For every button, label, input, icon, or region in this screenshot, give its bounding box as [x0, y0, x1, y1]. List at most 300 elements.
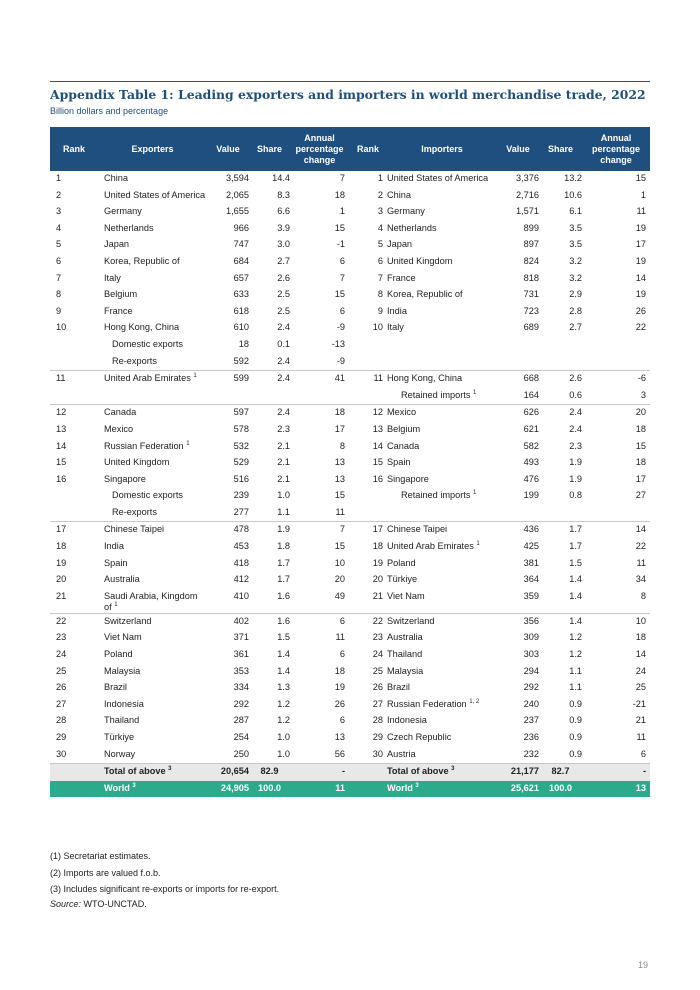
import-rank [349, 630, 387, 647]
export-change [290, 371, 349, 388]
import-change [582, 747, 650, 764]
import-share-text: 6.1 [569, 206, 582, 217]
export-change-text: -9 [336, 355, 345, 366]
import-share [539, 522, 582, 539]
importer-name-text: India [387, 305, 407, 316]
importer-name [387, 697, 497, 714]
export-change [290, 664, 349, 681]
total-row-import-change-text: - [642, 766, 646, 777]
export-rank [50, 171, 98, 188]
import-share [539, 505, 582, 522]
import-value-text: 240 [523, 698, 539, 709]
exporter-name-text: Mexico [104, 423, 134, 434]
world-row-import-share [539, 781, 582, 798]
export-value [207, 556, 249, 573]
total-row-export-value-text: 20,654 [220, 766, 249, 777]
exporter-name [98, 254, 207, 271]
importer-name-text: United Arab Emirates [387, 541, 474, 552]
table-row [50, 522, 650, 539]
header-share: Share [249, 127, 290, 171]
total-row-import-change [582, 764, 650, 781]
table-row [50, 697, 650, 714]
import-value-text: 899 [523, 222, 539, 233]
export-value [207, 647, 249, 664]
import-share [539, 422, 582, 439]
world-row-import-share-text: 100.0 [549, 782, 572, 793]
import-rank-text: 7 [377, 272, 383, 283]
importer-name-text: Netherlands [387, 222, 437, 233]
export-value [207, 713, 249, 730]
header-change: Annual percentage change [582, 127, 650, 171]
import-share-text: 3.2 [569, 255, 582, 266]
importer-name [387, 271, 497, 288]
import-value [497, 713, 539, 730]
import-value [497, 304, 539, 321]
export-rank [50, 613, 98, 630]
export-value [207, 354, 249, 371]
import-share-text: 1.2 [569, 632, 582, 643]
footnote: (2) Imports are valued f.o.b. [50, 867, 161, 878]
importer-name [387, 371, 497, 388]
export-change [290, 271, 349, 288]
import-value [497, 472, 539, 489]
export-rank-text: 30 [56, 748, 67, 759]
import-rank [349, 664, 387, 681]
export-value [207, 221, 249, 238]
export-rank [50, 505, 98, 522]
export-value [207, 405, 249, 422]
importer-name [387, 171, 497, 188]
export-rank [50, 747, 98, 764]
importer-name-text: Malaysia [387, 665, 424, 676]
export-change-text: 56 [334, 748, 345, 759]
export-rank-text: 6 [56, 255, 62, 266]
export-value [207, 439, 249, 456]
importer-name-text: Japan [387, 239, 413, 250]
import-value-text: 232 [523, 748, 539, 759]
import-value-text: 723 [523, 305, 539, 316]
export-rank [50, 221, 98, 238]
export-rank [50, 405, 98, 422]
exporter-name-text: Domestic exports [112, 338, 183, 349]
export-rank-text: 12 [56, 407, 67, 418]
total-row-export-change [290, 764, 349, 781]
table-row [50, 488, 650, 505]
export-rank [50, 354, 98, 371]
table-row [50, 472, 650, 489]
import-value [497, 522, 539, 539]
table-row [50, 439, 650, 456]
export-value-text: 287 [233, 715, 249, 726]
import-change [582, 647, 650, 664]
export-share-text: 14.4 [272, 173, 290, 183]
export-share-text: 2.1 [277, 440, 290, 451]
export-share-text: 1.4 [277, 649, 290, 660]
import-value [497, 556, 539, 573]
import-change-text: 14 [635, 524, 646, 535]
export-value-text: 599 [233, 373, 249, 384]
importer-name-text: Switzerland [387, 615, 435, 626]
footnote-marker: 1, 2 [469, 698, 480, 705]
export-value [207, 254, 249, 271]
import-change-text: 8 [640, 590, 646, 601]
import-share-text: 10.6 [564, 189, 582, 200]
import-share [539, 556, 582, 573]
export-rank [50, 664, 98, 681]
export-rank [50, 472, 98, 489]
import-change [582, 697, 650, 714]
importer-name-text: United States of America [387, 173, 489, 183]
import-value-text: 364 [523, 574, 539, 585]
exporter-name-text: United Arab Emirates [104, 373, 191, 384]
import-value [497, 371, 539, 388]
export-change-text: 18 [334, 189, 345, 200]
export-share-text: 1.4 [277, 665, 290, 676]
table-row [50, 171, 650, 188]
export-rank [50, 730, 98, 747]
export-share-text: 1.8 [277, 541, 290, 552]
importer-name-text: Spain [387, 457, 411, 468]
import-rank [349, 439, 387, 456]
export-share-text: 2.4 [277, 322, 290, 333]
export-value [207, 539, 249, 556]
exporter-name [98, 388, 207, 405]
import-share-text: 2.4 [569, 407, 582, 418]
importer-name-text: Singapore [387, 473, 429, 484]
export-change-text: 10 [334, 557, 345, 568]
importer-name [387, 422, 497, 439]
exporter-name-text: Chinese Taipei [104, 524, 165, 535]
import-rank [349, 730, 387, 747]
export-share-text: 1.1 [277, 506, 290, 517]
import-share [539, 472, 582, 489]
table-row [50, 539, 650, 556]
export-value-text: 597 [233, 407, 249, 418]
import-rank [349, 472, 387, 489]
import-share-text: 2.7 [569, 322, 582, 333]
importer-name [387, 320, 497, 337]
importer-name-text: Poland [387, 557, 416, 568]
import-share [539, 730, 582, 747]
exporter-name-text: Italy [104, 272, 121, 283]
exporter-name-text: Indonesia [104, 698, 144, 709]
export-share [249, 589, 290, 614]
import-change-text: 3 [640, 389, 646, 400]
exporter-name-text: United Kingdom [104, 457, 170, 468]
import-rank [349, 271, 387, 288]
import-share-text: 1.4 [569, 574, 582, 585]
import-value-text: 292 [523, 682, 539, 693]
import-rank [349, 221, 387, 238]
import-value [497, 287, 539, 304]
export-change [290, 522, 349, 539]
export-rank [50, 697, 98, 714]
import-rank [349, 388, 387, 405]
footnote-marker: 3 [132, 782, 136, 789]
import-share-text: 1.7 [569, 541, 582, 552]
export-share [249, 354, 290, 371]
table-row [50, 405, 650, 422]
import-rank-text: 14 [372, 440, 383, 451]
import-share [539, 589, 582, 614]
export-share [249, 237, 290, 254]
import-rank-text: 22 [372, 615, 383, 626]
export-change [290, 455, 349, 472]
import-value [497, 271, 539, 288]
import-share-text: 0.9 [569, 732, 582, 742]
export-rank [50, 572, 98, 589]
import-change [582, 221, 650, 238]
export-value [207, 455, 249, 472]
import-change [582, 589, 650, 614]
table-row [50, 422, 650, 439]
import-value [497, 613, 539, 630]
table-row [50, 613, 650, 630]
total-row-export-share [249, 764, 290, 781]
import-value [497, 455, 539, 472]
export-change-text: 6 [339, 649, 345, 660]
export-change [290, 337, 349, 354]
importer-name [387, 572, 497, 589]
export-share-text: 3.9 [277, 222, 290, 233]
export-share-text: 2.4 [277, 355, 290, 366]
export-change-text: 49 [334, 590, 345, 601]
import-value-text: 309 [523, 632, 539, 643]
import-change [582, 730, 650, 747]
export-value-text: 292 [233, 698, 249, 709]
import-value [497, 337, 539, 354]
export-rank-text: 23 [56, 632, 67, 643]
exporter-name-text: Türkiye [104, 732, 135, 742]
export-value [207, 304, 249, 321]
export-value-text: 610 [233, 322, 249, 333]
world-row-export-change-text: 11 [335, 782, 345, 793]
exporter-name-text: Russian Federation [104, 440, 184, 451]
import-change-text: 19 [635, 289, 646, 300]
title-rule [50, 81, 650, 82]
importer-name [387, 713, 497, 730]
export-change [290, 422, 349, 439]
table-row [50, 589, 650, 614]
importer-name-text: Thailand [387, 649, 423, 660]
import-share-text: 1.5 [569, 557, 582, 568]
export-change-text: 15 [334, 490, 345, 501]
total-row-label-text: Total of above [387, 766, 449, 777]
export-share [249, 505, 290, 522]
export-value [207, 572, 249, 589]
importer-name [387, 204, 497, 221]
export-share [249, 405, 290, 422]
export-value-text: 529 [233, 457, 249, 468]
exporter-name-text: Poland [104, 649, 133, 660]
export-share [249, 287, 290, 304]
export-rank-text: 17 [56, 524, 67, 535]
exporter-name [98, 505, 207, 522]
export-change [290, 287, 349, 304]
export-rank-text: 8 [56, 289, 62, 300]
table-row [50, 747, 650, 764]
export-rank-text: 14 [56, 440, 67, 451]
import-rank-text: 12 [372, 407, 383, 418]
import-change-text: 26 [635, 305, 646, 316]
export-change-text: 7 [339, 173, 345, 183]
exporter-name [98, 439, 207, 456]
import-value [497, 747, 539, 764]
import-rank [349, 287, 387, 304]
import-change [582, 405, 650, 422]
header-value: Value [207, 127, 249, 171]
export-value-text: 254 [233, 732, 249, 742]
header-exporters: Exporters [98, 127, 207, 171]
export-change [290, 221, 349, 238]
import-share [539, 271, 582, 288]
exporter-name [98, 613, 207, 630]
export-share-text: 1.0 [277, 748, 290, 759]
export-value [207, 237, 249, 254]
table-row [50, 664, 650, 681]
table-row [50, 354, 650, 371]
header-change: Annual percentage change [290, 127, 349, 171]
import-rank [349, 204, 387, 221]
export-change-text: 20 [334, 574, 345, 585]
import-value [497, 354, 539, 371]
export-value [207, 388, 249, 405]
export-change-text: 18 [334, 407, 345, 418]
import-value-text: 621 [523, 423, 539, 434]
export-value [207, 630, 249, 647]
export-change [290, 388, 349, 405]
footnote-marker: 1 [193, 373, 197, 380]
export-change-text: 13 [334, 457, 345, 468]
export-rank-text: 20 [56, 574, 67, 585]
import-rank [349, 747, 387, 764]
export-value-text: 250 [233, 748, 249, 759]
import-rank [349, 713, 387, 730]
importer-name [387, 488, 497, 505]
importer-name-text: Retained imports [401, 389, 471, 400]
import-share [539, 320, 582, 337]
table-row [50, 713, 650, 730]
importer-name-text: Austria [387, 748, 416, 759]
total-row-import-share [539, 764, 582, 781]
import-rank-text: 25 [372, 665, 383, 676]
export-rank [50, 522, 98, 539]
export-share-text: 1.9 [277, 524, 290, 535]
import-value-text: 1,571 [516, 206, 539, 217]
import-share [539, 204, 582, 221]
world-row-import-value [497, 781, 539, 798]
exporter-name-text: Belgium [104, 289, 138, 300]
export-change [290, 747, 349, 764]
import-change-text: 17 [635, 473, 646, 484]
exporter-name [98, 747, 207, 764]
exporter-name-text: Germany [104, 206, 142, 217]
importer-name-text: Czech Republic [387, 732, 452, 742]
export-change-text: 11 [335, 506, 345, 517]
export-change [290, 171, 349, 188]
import-change-text: 11 [636, 206, 646, 217]
export-rank-text: 11 [56, 373, 66, 384]
import-change [582, 472, 650, 489]
export-share-text: 1.6 [277, 590, 290, 601]
table-row [50, 647, 650, 664]
table-row [50, 455, 650, 472]
table-row [50, 320, 650, 337]
export-share-text: 1.0 [277, 490, 290, 501]
import-rank [349, 405, 387, 422]
export-change-text: 15 [334, 289, 345, 300]
export-change [290, 539, 349, 556]
world-row-import-change-text: 13 [635, 782, 646, 793]
export-change [290, 237, 349, 254]
import-value [497, 488, 539, 505]
exporter-name [98, 730, 207, 747]
table-row [50, 237, 650, 254]
export-share [249, 221, 290, 238]
table-row [50, 505, 650, 522]
export-change [290, 204, 349, 221]
importer-name-text: United Kingdom [387, 255, 453, 266]
source-label: Source: [50, 899, 82, 909]
importer-name [387, 647, 497, 664]
export-rank [50, 455, 98, 472]
import-change [582, 271, 650, 288]
export-change [290, 713, 349, 730]
import-share [539, 680, 582, 697]
import-change [582, 522, 650, 539]
import-share-text: 2.8 [569, 305, 582, 316]
import-share-text: 0.9 [569, 698, 582, 709]
table-row [50, 287, 650, 304]
export-rank [50, 680, 98, 697]
import-share-text: 0.8 [569, 490, 582, 501]
exporter-name-text: Malaysia [104, 665, 141, 676]
export-rank [50, 388, 98, 405]
import-rank [349, 505, 387, 522]
import-share [539, 188, 582, 205]
export-share [249, 697, 290, 714]
export-share [249, 680, 290, 697]
import-share-text: 2.9 [569, 289, 582, 300]
importer-name [387, 630, 497, 647]
import-change [582, 439, 650, 456]
world-row-export-share [249, 781, 290, 798]
export-share-text: 8.3 [277, 189, 290, 200]
export-rank-text: 28 [56, 715, 67, 726]
export-value [207, 730, 249, 747]
exporter-name-text: Saudi Arabia, Kingdom of [104, 590, 198, 612]
total-row-label-text: Total of above [104, 766, 166, 777]
import-rank-text: 11 [373, 373, 383, 384]
export-rank [50, 539, 98, 556]
import-change-text: 34 [635, 574, 646, 585]
page-number: 19 [638, 960, 649, 970]
export-share [249, 613, 290, 630]
import-value-text: 493 [523, 457, 539, 468]
export-share [249, 188, 290, 205]
export-value-text: 966 [233, 222, 249, 233]
export-share-text: 1.7 [277, 557, 290, 568]
exporter-name [98, 630, 207, 647]
import-change-text: -21 [632, 698, 646, 709]
exporter-name [98, 171, 207, 188]
export-change-text: 26 [334, 698, 345, 709]
import-change-text: 11 [636, 557, 646, 568]
exporter-name-text: India [104, 541, 124, 552]
import-share-text: 1.7 [569, 524, 582, 535]
exporter-name [98, 697, 207, 714]
export-share-text: 1.7 [277, 574, 290, 585]
